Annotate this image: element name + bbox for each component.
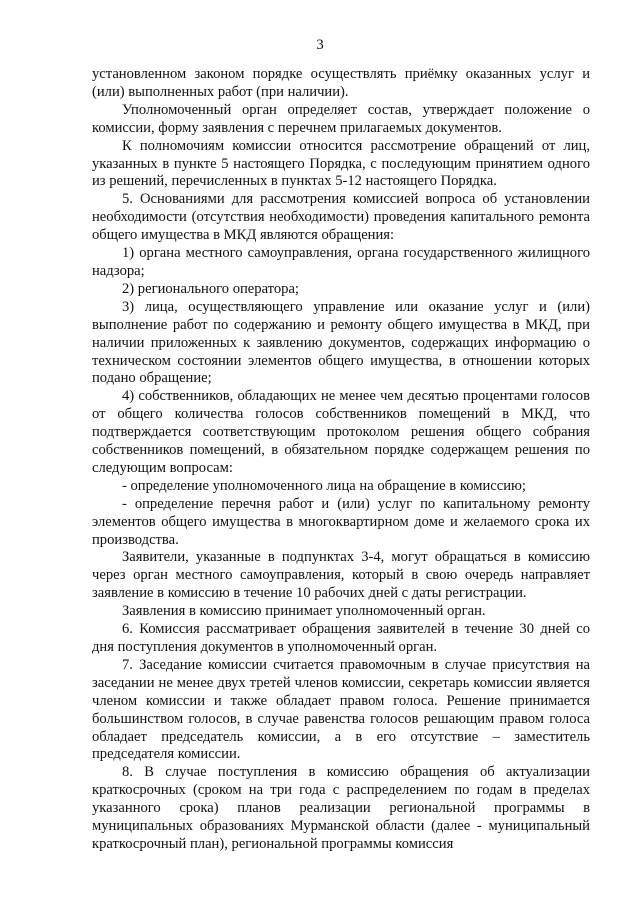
paragraph-dash-2: - определение перечня работ и (или) услуг по капитальному ремонту элементов общего имущества в многоквартирном доме и желаемого срока их производства.: [92, 495, 590, 548]
paragraph-item-7: 7. Заседание комиссии считается правомочным в случае присутствия на заседании не менее двух третей членов комиссии, секретарь комиссии является членом комиссии и также обладает правом голоса. Решение принимается большинством голосов, в случае равенства голосов решающим правом голоса обладает председатель комиссии, а в его отсутствие – заместитель председателя комиссии.: [92, 656, 590, 763]
paragraph-commission-powers: К полномочиям комиссии относится рассмотрение обращений от лиц, указанных в пункте 5 настоящего Порядка, с последующим принятием одного из решений, перечисленных в пунктах 5-12 настоящего Порядка.: [92, 137, 590, 190]
paragraph-applications: Заявления в комиссию принимает уполномоченный орган.: [122, 603, 486, 620]
paragraph-continuation: установленном законом порядке осуществлять приёмку оказанных услуг и (или) выполненных работ (при наличии).: [92, 66, 590, 100]
paragraph-item-5-1: 1) органа местного самоуправления, органа государственного жилищного надзора;: [92, 245, 590, 279]
paragraph-dash-1: - определение уполномоченного лица на обращение в комиссию;: [122, 477, 526, 494]
paragraph-item-5-2: 2) регионального оператора;: [122, 280, 299, 297]
paragraph-item-5-3: 3) лица, осуществляющего управление или оказание услуг и (или) выполнение работ по содержанию и ремонту общего имущества в МКД, при наличии приложенных к заявлению документов, содержащих информацию о техническом состоянии элементов общего имущества, в отношении которых подано обращение;: [92, 298, 590, 387]
paragraph-item-6: 6. Комиссия рассматривает обращения заявителей в течение 30 дней со дня поступления документов в уполномоченный орган.: [92, 621, 590, 655]
document-body: [92, 66, 590, 854]
paragraph-item-8: 8. В случае поступления в комиссию обращения об актуализации краткосрочных (сроком на три года с распределением по годам в пределах указанного срока) планов реализации региональной программы в муниципальных образованиях Мурманской области (далее - муниципальный краткосрочный план), региональной программы комиссия: [92, 764, 590, 852]
paragraph-item-5: 5. Основаниями для рассмотрения комиссией вопроса об установлении необходимости (отсутствия необходимости) проведения капитального ремонта общего имущества в МКД являются обращения:: [92, 191, 590, 244]
paragraph-applicants: Заявители, указанные в подпунктах 3-4, могут обращаться в комиссию через орган местного самоуправления, который в свою очередь направляет заявление в комиссию в течение 10 рабочих дней с даты регистрации.: [92, 549, 590, 602]
page-number: 3: [316, 37, 324, 53]
paragraph-commission-composition: Уполномоченный орган определяет состав, утверждает положение о комиссии, форму заявления с перечнем прилагаемых документов.: [92, 101, 590, 136]
paragraph-item-5-4: 4) собственников, обладающих не менее чем десятью процентами голосов от общего количества голосов собственников помещений в МКД, что подтверждается соответствующим протоколом решения общего собрания собственников помещений, в обязательном порядке содержащем решения по следующим вопросам:: [92, 388, 590, 476]
